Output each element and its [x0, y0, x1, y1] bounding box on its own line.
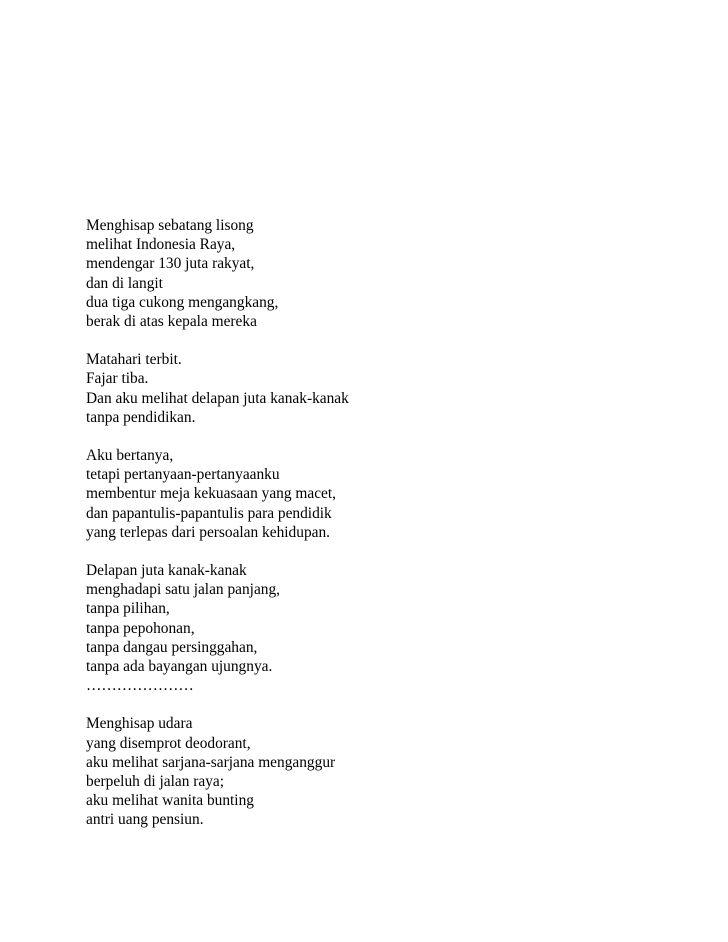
poem-line: berak di atas kepala mereka: [86, 313, 257, 331]
poem-line: tanpa dangau persinggahan,: [86, 638, 258, 656]
poem-line: tetapi pertanyaan-pertanyaanku: [86, 466, 280, 484]
poem-line: antri uang pensiun.: [86, 811, 204, 829]
poem-line: Fajar tiba.: [86, 370, 149, 388]
poem-line: aku melihat wanita bunting: [86, 792, 254, 810]
stanza-3: [86, 446, 686, 542]
poem-line: Menghisap sebatang lisong: [86, 217, 254, 234]
poem-line: berpeluh di jalan raya;: [86, 773, 225, 791]
poem-line: Matahari terbit.: [86, 351, 182, 369]
poem-line: tanpa pepohonan,: [86, 619, 195, 637]
poem-line: aku melihat sarjana-sarjana menganggur: [86, 753, 336, 771]
stanza-5: [86, 714, 686, 829]
poem-line: membentur meja kekuasaan yang macet,: [86, 485, 336, 503]
poem-line: melihat Indonesia Raya,: [86, 236, 236, 254]
stanza-1: [86, 216, 686, 331]
ellipsis-divider: …………………: [86, 677, 194, 695]
stanza-4: [86, 561, 686, 695]
poem-line: dan papantulis-papantulis para pendidik: [86, 504, 332, 522]
poem-line: dua tiga cukong mengangkang,: [86, 293, 279, 311]
poem-line: dan di langit: [86, 274, 163, 292]
poem-line: Aku bertanya,: [86, 447, 174, 465]
poem-line: yang terlepas dari persoalan kehidupan.: [86, 523, 331, 541]
poem-line: tanpa pilihan,: [86, 600, 170, 618]
poem-line: tanpa ada bayangan ujungnya.: [86, 658, 273, 676]
poem-line: menghadapi satu jalan panjang,: [86, 581, 281, 599]
poem-line: Delapan juta kanak-kanak: [86, 562, 247, 580]
stanza-2: [86, 350, 686, 427]
poem-line: Menghisap udara: [86, 715, 193, 733]
poem-line: mendengar 130 juta rakyat,: [86, 255, 255, 273]
poem-line: Dan aku melihat delapan juta kanak-kanak: [86, 389, 349, 407]
poem-body: [86, 216, 686, 830]
poem-line: yang disemprot deodorant,: [86, 734, 251, 752]
poem-line: tanpa pendidikan.: [86, 408, 196, 426]
